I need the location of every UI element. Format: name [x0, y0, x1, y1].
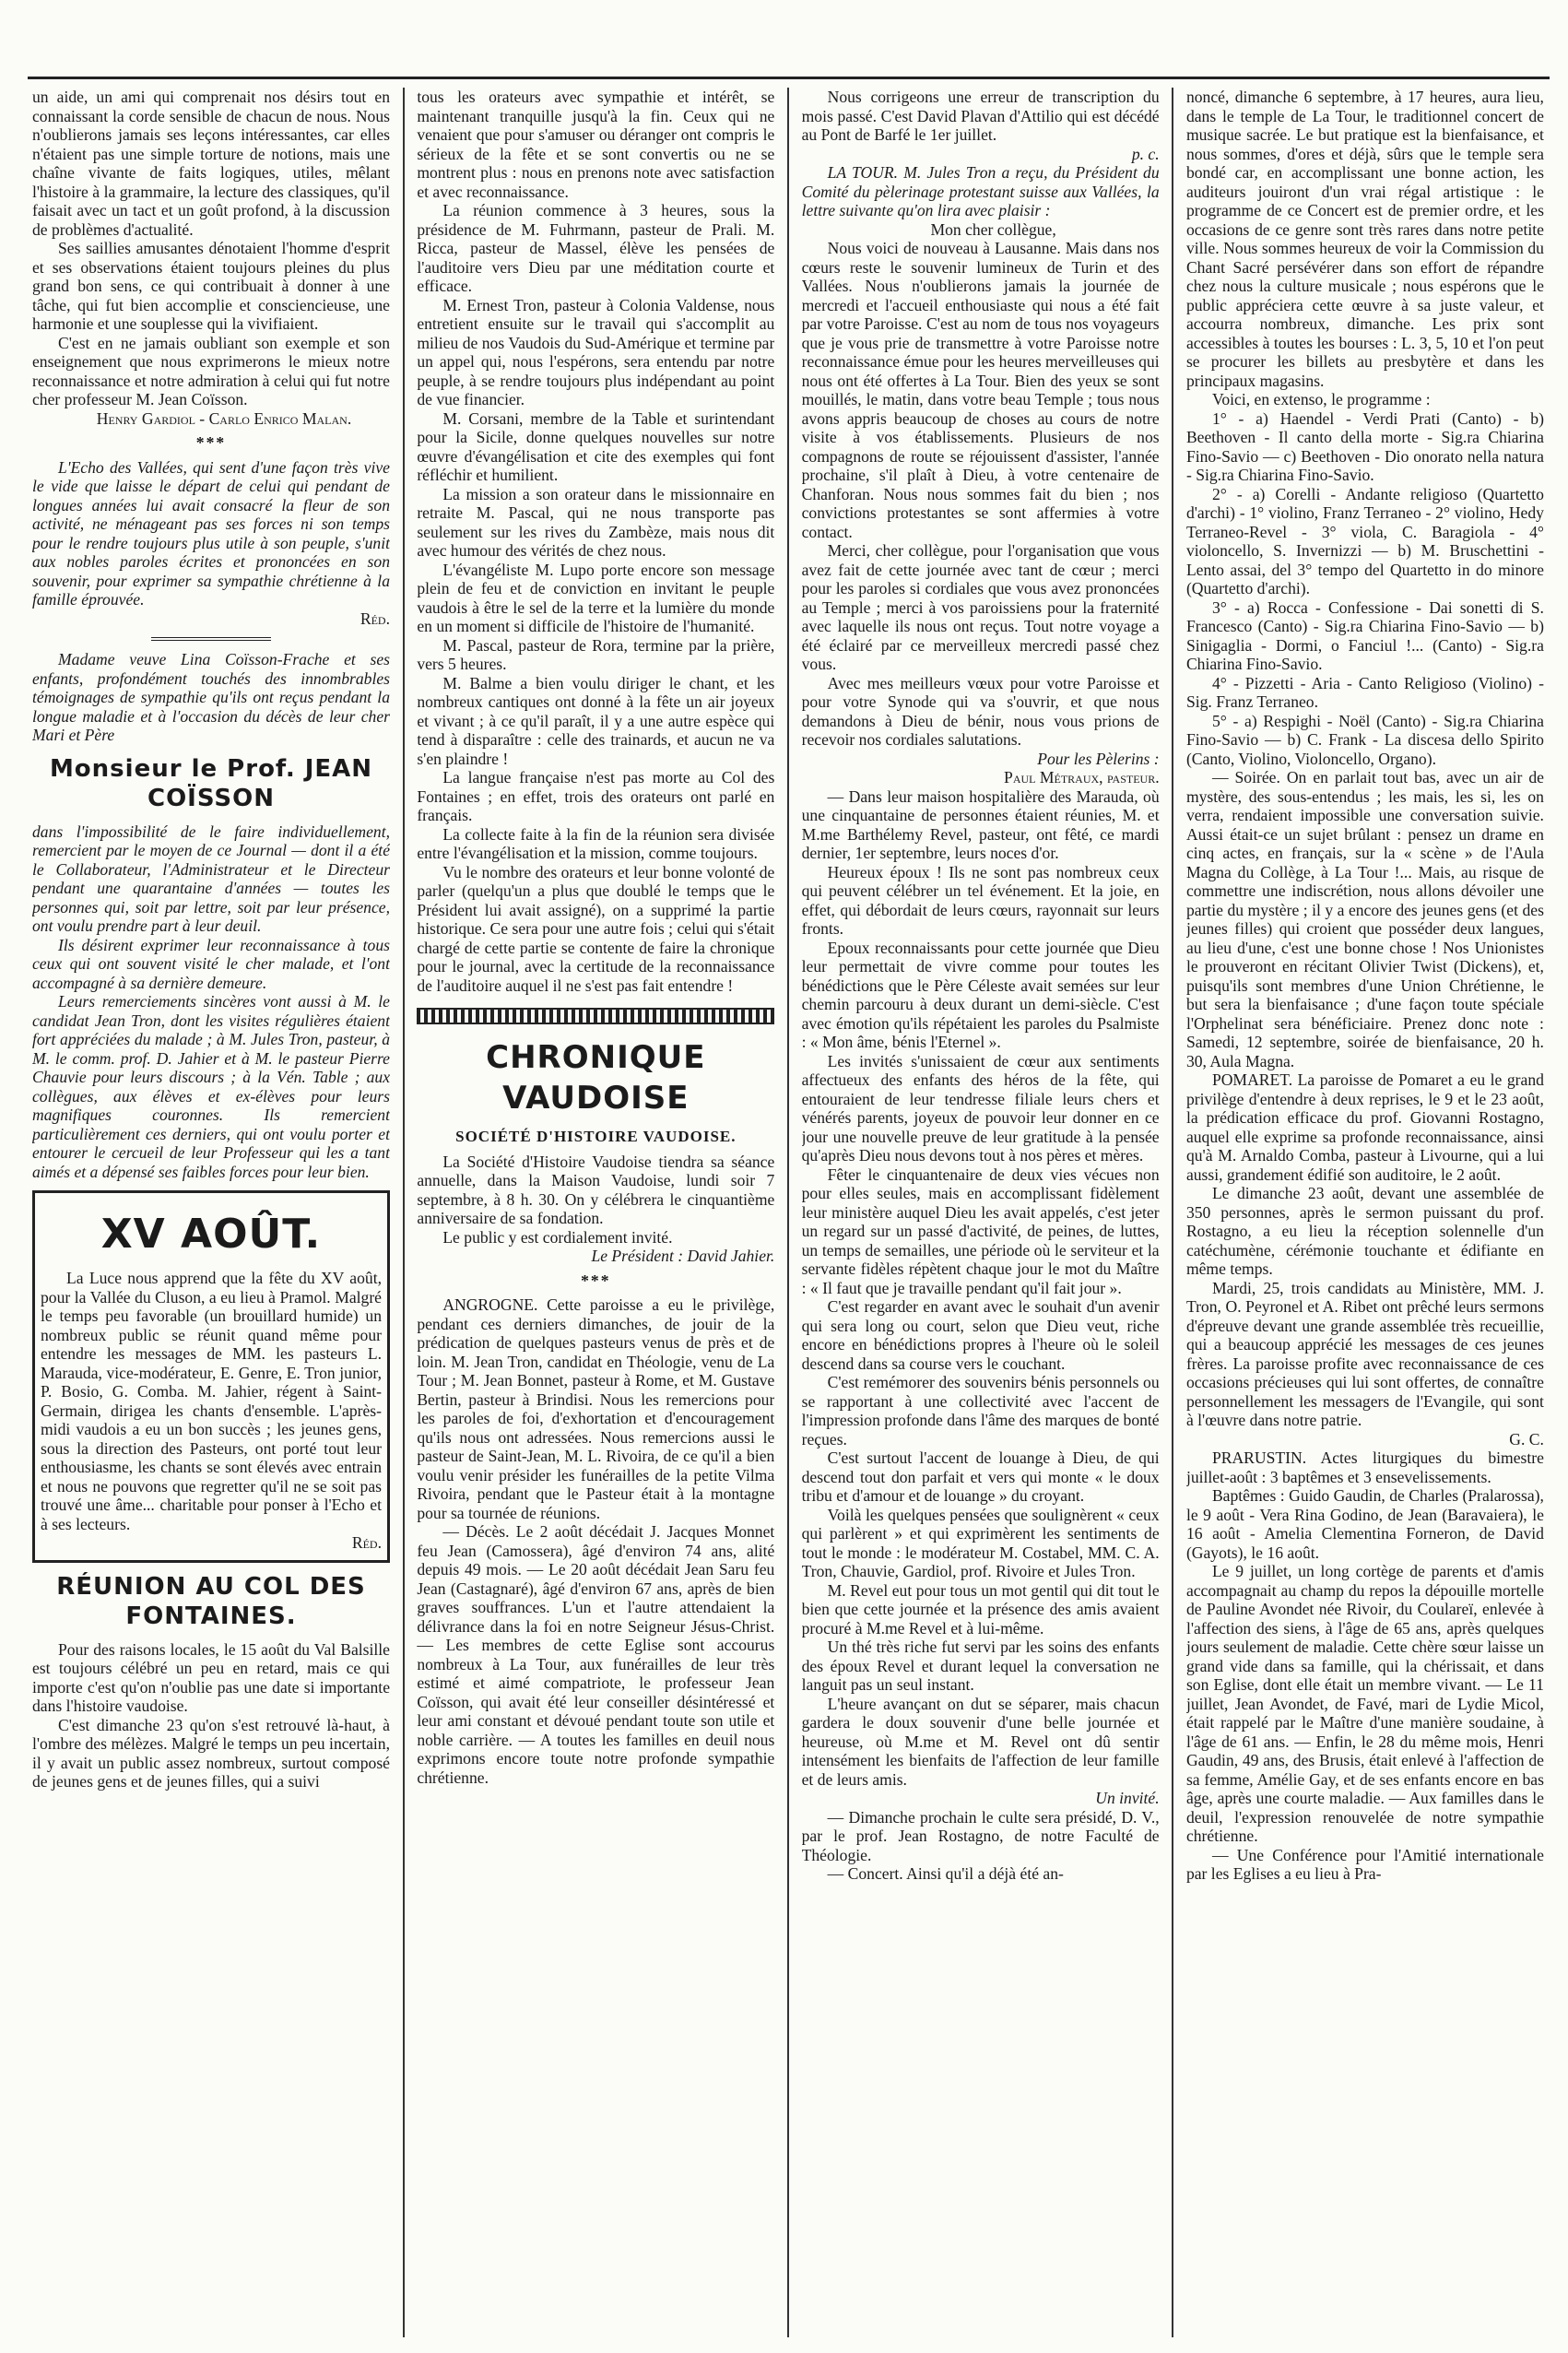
- separator-stars: ***: [195, 433, 227, 452]
- paragraph: 1° - a) Haendel - Verdi Prati (Canto) - b) Beethoven - Il canto della morte - Sig.ra Chiarina Fino-Savio — c) Beethoven - Dio onorato nella natura - Sig.ra Chiarina Fino-Savio.: [1185, 408, 1544, 484]
- paragraph: L'Echo des Vallées, qui sent d'une façon très vive le vide que laisse le départ de celui qui pendant de longues années lui avait consacré la fleur de son activité, ne ménageant pas ses forces ni son temps pour le rendre toujours plus utile à son peuple, s'unit aux nobles paroles écrites et prononcées en son souvenir, pour exprimer sa sympathie chrétienne à la famille éprouvée.: [32, 457, 390, 609]
- paragraph: — Dans leur maison hospitalière des Marauda, où une cinquantaine de personnes étaient réunies, M. et M.me Barthélemy Revel, pasteur, ont fêté, ce mardi dernier, 1er septembre, leurs noces d'or.: [801, 786, 1160, 862]
- paragraph: Nous corrigeons une erreur de transcription du mois passé. C'est David Plavan d'Attilio qui est décédé au Pont de Barfé le 1er juillet.: [801, 88, 1160, 144]
- paragraph: Le dimanche 23 août, devant une assemblée de 350 personnes, après le sermon puissant du prof. Rostagno, a eu lieu la réception solennelle d'un catéchumène, cérémonie touchante et édifiante en même temps.: [1185, 1184, 1544, 1278]
- paragraph: Avec mes meilleurs vœux pour votre Paroisse et pour votre Synode qui va s'ouvrir, et que nous demandons à Dieu de bénir, nous vous prions de recevoir nos cordiales salutations.: [801, 673, 1160, 749]
- column-separator: [787, 88, 789, 2337]
- paragraph: M. Corsani, membre de la Table et surintendant pour la Sicile, donne quelques nouvelles sur notre œuvre d'évangélisation et cite des exemples qui font réfléchir et humilient.: [417, 408, 775, 484]
- column-3: [802, 88, 1160, 2337]
- paragraph: Voici, en extenso, le programme :: [1211, 390, 1431, 408]
- paragraph: noncé, dimanche 6 septembre, à 17 heures, aura lieu, dans le temple de La Tour, le traditionnel concert de musique sacrée. Le but pratique est la bienfaisance, et nous sommes, d'ores et déjà, sûrs que le temple sera bondé car, en accomplissant une bonne action, les auditeurs jouiront d'un vrai régal artistique : le programme de ce Concert est de premier ordre, et les occasions de ce genre sont très rares dans notre petite ville. Nous sommes heureux de voir la Commission du Chant Sacré persévérer dans son effort de répandre chez nous la culture musicale ; nous espérons que le public appréciera cette œuvre à sa juste valeur, et accourra nombreux, dimanche. Les prix sont accessibles à toutes les bourses : L. 3, 5, 10 et l'on peut se procurer les billets au presbytère et dans les principaux magasins.: [1185, 88, 1544, 390]
- paragraph: tous les orateurs avec sympathie et intérêt, se maintenant tranquille jusqu'à la fin. Ceux qui ne venaient que pour s'amuser ou déranger ont compris le sérieux de la fête et se sont convertis ou ne se montrent plus : nous en prenons note avec satisfaction et avec reconnaissance.: [417, 88, 775, 201]
- paragraph: PRARUSTIN. Actes liturgiques du bimestre juillet-août : 3 baptêmes et 3 ensevelissements.: [1185, 1448, 1544, 1486]
- paragraph: Pour des raisons locales, le 15 août du Val Balsille est toujours célébré un peu en retard, mais ce qui importe c'est qu'on n'oublie pas une date si importante dans l'histoire vaudoise.: [32, 1639, 390, 1715]
- paragraph: Un thé très riche fut servi par les soins des enfants des époux Revel et durant lequel la conversation ne languit pas un seul instant.: [801, 1638, 1160, 1694]
- paragraph: — Soirée. On en parlait tout bas, avec un air de mystère, des sous-entendus ; les mais, les si, les on verra, rendaient impossible une conversation suivie. Aussi était-ce un sujet brûlant : pensez un drame en cinq actes, en français, sur la « scène » de l'Aula Magna du Collège, à La Tour !... Mais, au risque de commettre une indiscrétion, nous allons dévoiler une partie du mystère ; il y a encore des jeunes gens (et des jeunes filles) qui croient que posséder deux langues, au lieu d'une, c'est une bonne chose ! Nos Unionistes le prouveront en récitant Olivier Twist (Dickens), et, puisqu'ils sont membres d'une Union Chrétienne, le but sera la bienfaisance ; d'une façon toute spéciale l'Orphelinat sera bénéficiaire. Prenez donc note : Samedi, 12 septembre, soirée de bienfaisance, 20 h. 30, Aula Magna.: [1185, 768, 1544, 1070]
- paragraph: Le public y est cordialement invité.: [442, 1227, 673, 1247]
- column-4: [1186, 88, 1544, 2337]
- paragraph: Le 9 juillet, un long cortège de parents et d'amis accompagnait au champ du repos la dépouille mortelle de Pauline Avondet née Rivoir, du Coulareï, enlevée à l'affection des siens, à l'âge de 65 ans, après quelques jours seulement de maladie. Cette chère sœur laisse un grand vide dans sa famille, qui la chérissait, et dans son Eglise, dont elle était un membre vivant. — Le 11 juillet, Jean Avondet, de Favé, mari de Lydie Micol, était rappelé par le Maître d'une manière soudaine, à l'âge de 61 ans. — Enfin, le 28 du même mois, Henri Gaudin, 49 ans, des Brusis, était enlevé à l'affection de sa femme, Amélie Gay, et de ses enfants encore en bas âge, après une courte maladie. — Aux familles dans le deuil, l'expression renouvelée de notre sympathie chrétienne.: [1185, 1562, 1544, 1845]
- paragraph: Nous voici de nouveau à Lausanne. Mais dans nos cœurs reste le souvenir lumineux de Turin et des Vallées. Nous n'oublierons jamais la journée de mercredi et l'accueil enthousiaste qui nous a été fait par votre Paroisse. C'est au nom de tous nos voyageurs que je vous prie de transmettre à votre Paroisse notre reconnaissance émue pour les heures merveilleuses qui nous ont été offertes à La Tour. Bien des yeux se sont mouillés, le matin, dans votre beau Temple ; tous nous avons appris beaucoup de choses au cours de notre visite à vos établissements. Plusieurs de nos compagnons de route se réjouissent d'assister, l'année prochaine, s'il plaît à Dieu, à votre centenaire de Chanforan. Nous nous sommes fait du bien ; nos convictions protestantes se sont affermies à votre contact.: [801, 239, 1160, 541]
- paragraph: M. Balme a bien voulu diriger le chant, et les nombreux cantiques ont donné à la fête un air joyeux et vivant ; à ce qu'il paraît, il y a une autre espèce qui tend à disparaître : celle des trainards, et aucun ne va s'en plaindre !: [417, 673, 775, 768]
- paragraph: Epoux reconnaissants pour cette journée que Dieu leur permettait de vivre comme pour toutes les bénédictions que le Père Céleste avait semées sur leur chemin parcouru à deux durant un demi-siècle. C'est avec émotion qu'ils répétaient les paroles du Psalmiste : « Mon âme, bénis l'Eternel ».: [801, 938, 1160, 1051]
- paragraph: La langue française n'est pas morte au Col des Fontaines ; en effet, trois des orateurs ont parlé en français.: [417, 768, 775, 824]
- ornament-border: [417, 1008, 774, 1024]
- paragraph: 3° - a) Rocca - Confessione - Dai sonetti di S. Francesco (Canto) - Sig.ra Chiarina Fino-Savio — b) Sinigaglia - Dormi, o Fanciul !... (Canto) - Sig.ra Chiarina Fino-Savio.: [1185, 597, 1544, 673]
- signature: G. C.: [1509, 1429, 1544, 1448]
- paragraph: — Décès. Le 2 août décédait J. Jacques Monnet feu Jean (Camossera), âgé d'environ 74 ans, alité depuis 49 mois. — Le 20 août décédait Jean Saru feu Jean (Castagnaré), âgé d'environ 67 ans, après de bien graves souffrances. L'un et l'autre attendaient la délivrance dans la foi en notre Seigneur Jésus-Christ. — Les membres de cette Eglise sont accourus nombreux à La Tour, aux funérailles de leur très estimé et aimé compatriote, le professeur Jean Coïsson, qui avait été leur conseiller désintéressé et leur ami constant et dévoué pendant toute son utile et noble carrière. — A toutes les familles en deuil nous exprimons encore toute notre profonde sympathie chrétienne.: [417, 1522, 775, 1787]
- top-rule: [28, 77, 1550, 79]
- signature: Réd.: [351, 1533, 382, 1552]
- column-separator: [403, 88, 405, 2337]
- paragraph: Heureux époux ! Ils ne sont pas nombreux ceux qui peuvent célébrer un tel événement. Et la joie, en effet, qui débordait de leurs cœurs, rayonnait sur leurs fronts.: [801, 862, 1160, 938]
- paragraph: La Société d'Histoire Vaudoise tiendra sa séance annuelle, dans la Maison Vaudoise, lundi soir 7 septembre, à 8 h. 30. On y célébrera le cinquantième anniversaire de sa fondation.: [417, 1152, 775, 1227]
- paragraph: La Luce nous apprend que la fête du XV août, pour la Vallée du Cluson, a eu lieu à Pramol. Malgré le temps peu favorable (un brouillard humide) un nombreux public se réunit quand même pour entendre les messages de MM. les pasteurs L. Marauda, vice-modérateur, E. Genre, E. Tron junior, P. Bosio, G. Comba. M. Jahier, régent à Saint-Germain, dirigea les chants d'ensemble. L'après-midi vaudois a eu un bon succès ; les jeunes gens, sous la direction des Pasteurs, ont porté tout leur enthousiasme, les chants se sont élevés avec entrain et nous ne pouvons que regretter qu'il ne se soit pas trouvé une âme... charitable pour ponser à l'Echo et à ses lecteurs.: [41, 1269, 382, 1533]
- paragraph: Voilà les quelques pensées que soulignèrent « ceux qui parlèrent » et qui exprimèrent les sentiments de tout le monde : le modérateur M. Costabel, MM. C. A. Tron, Chauvie, Gardiol, prof. Rivoire et Jules Tron.: [801, 1505, 1160, 1580]
- paragraph: 2° - a) Corelli - Andante religioso (Quartetto d'archi) - 1° violino, Franz Terraneo - 2° violino, Hedy Terraneo-Revel - 3° viola, C. Baragiola - 4° violoncello, S. Invernizzi — b) M. Bruschettini - Lento assai, del 3° tempo del Quartetto in do minore (Quartetto d'archi).: [1185, 484, 1544, 597]
- heading-coisson: Monsieur le Prof. JEAN COÏSSON: [49, 754, 373, 812]
- paragraph: 5° - a) Respighi - Noël (Canto) - Sig.ra Chiarina Fino-Savio — b) C. Frank - La discesa dello Spirito (Canto, Violino, Violoncello, Organo).: [1185, 711, 1544, 768]
- heading-chronique: CHRONIQUE VAUDOISE: [486, 1039, 706, 1117]
- paragraph: POMARET. La paroisse de Pomaret a eu le grand privilège d'entendre à deux reprises, le 9 et le 23 août, la prédication efficace du prof. Giovanni Rostagno, auquel elle exprime sa profonde reconnaissance, ainsi qu'à M. Arnaldo Comba, pasteur à Livourne, qui a lui aussi, grandement édifié son auditoire, le 2 août.: [1185, 1070, 1544, 1184]
- box-xv-aout: [32, 1190, 390, 1563]
- paragraph: L'évangéliste M. Lupo porte encore son message plein de feu et de conviction en invitant le peuple vaudois à être le sel de la terre et la lumière du monde en un moment si difficile de l'histoire de l'humanité.: [417, 560, 775, 635]
- signature: p. c.: [1131, 144, 1160, 163]
- signature: Pour les Pèlerins :: [1037, 749, 1160, 768]
- paragraph: LA TOUR. M. Jules Tron a reçu, du Président du Comité du pèlerinage protestant suisse aux Vallées, la lettre suivante qu'on lira avec plaisir :: [801, 163, 1160, 219]
- paragraph: — Dimanche prochain le culte sera présidé, D. V., par le prof. Jean Rostagno, de notre Faculté de Théologie.: [801, 1807, 1160, 1864]
- paragraph: — Concert. Ainsi qu'il a déjà été an-: [827, 1864, 1064, 1883]
- separator-stars: ***: [581, 1271, 611, 1290]
- paragraph: Leurs remerciements sincères vont aussi à M. le candidat Jean Tron, dont les visites régulières étaient fort appréciées du malade ; à M. Jules Tron, pasteur, à M. le comm. prof. D. Jahier et à M. le pasteur Pierre Chauvie pour leurs discours ; à la Vén. Table ; aux collègues, aux élèves et ex-élèves pour leurs magnifiques couronnes. Ils remercient particulièrement ces derniers, qui ont voulu porter et entourer le cercueil de leur Professeur qui les a tant aimés et a dépensé ses faibles forces pour leur bien.: [32, 992, 390, 1181]
- paragraph: ANGROGNE. Cette paroisse a eu le privilège, pendant ces derniers dimanches, de jouir de la prédication de quelques pasteurs venus de près et de loin. M. Jean Tron, candidat en Théologie, venu de La Tour ; M. Jean Bonnet, pasteur à Rome, et M. Gustave Bertin, pasteur à Brindisi. Nous les remercions pour les paroles de foi, d'exhortation et d'encouragement qu'ils nous ont adressées. Nous remercions aussi le pasteur de Saint-Jean, M. L. Rivoira, de ce qu'il a bien voulu venir présider les funérailles de la petite Vilma Rivoira, pendant que le Pasteur était à la montagne pour sa tournée de réunions.: [417, 1295, 775, 1522]
- paragraph: Madame veuve Lina Coïsson-Frache et ses enfants, profondément touchés des innombrables témoignages de sympathie qu'ils ont reçus pendant la longue maladie et à l'occasion du décès de leur cher Mari et Père: [32, 650, 390, 744]
- paragraph: M. Revel eut pour tous un mot gentil qui dit tout le bien que cette journée et la présence des amis avaient procuré à M.me Revel et à lui-même.: [801, 1580, 1160, 1638]
- heading-xv-aout: XV AOÛT.: [100, 1211, 322, 1258]
- paragraph: M. Pascal, pasteur de Rora, termine par la prière, vers 5 heures.: [417, 635, 775, 673]
- paragraph: Mon cher collègue,: [930, 219, 1056, 239]
- paragraph: — Une Conférence pour l'Amitié internationale par les Eglises a eu lieu à Pra-: [1185, 1845, 1544, 1883]
- paragraph: Baptêmes : Guido Gaudin, de Charles (Pralarossa), le 9 août - Vera Rina Godino, de Jean (Baravaiera), le 16 août - Amelia Clementina Forneron, de David (Gayots), le 16 août.: [1185, 1486, 1544, 1562]
- signature: Réd.: [360, 609, 390, 628]
- paragraph: un aide, un ami qui comprenait nos désirs tout en connaissant la corde sensible de chacun de nous. Nous n'oublierons jamais ses leçons intéressantes, car elles n'étaient pas une simple torture de notions, mais une chaîne vivante de faits logiques, utiles, mêlant l'histoire à la grammaire, la lecture des classiques, qu'il faisait avec un tact et un goût profond, à la discussion de problèmes d'actualité.: [32, 88, 390, 239]
- paragraph: La collecte faite à la fin de la réunion sera divisée entre l'évangélisation et la mission, comme toujours.: [417, 824, 775, 862]
- newspaper-page: [32, 88, 1544, 2337]
- paragraph: M. Ernest Tron, pasteur à Colonia Valdense, nous entretient ensuite sur le travail qui s'accomplit au milieu de nos Vaudois du Sud-Amérique et termine par un appel qui, nous l'espérons, sera entendu par notre peuple, à se rendre toujours plus indépendant au point de vue financier.: [417, 295, 775, 408]
- paragraph: Les invités s'unissaient de cœur aux sentiments affectueux des enfants des héros de la fête, qui entouraient de leur tendresse filiale leurs chers et vénérés parents, joyeux de pouvoir leur donner en ce jour une nouvelle preuve de leur gratitude à la pensée qu'après Dieu nous devons tout à nos pères et mères.: [801, 1051, 1160, 1165]
- heading-reunion: RÉUNION AU COL DES FONTAINES.: [56, 1572, 366, 1630]
- paragraph: Fêter le cinquantenaire de deux vies vécues non pour elles seules, mais en accomplissant fidèlement leur ministère auquel Dieu les avait appelés, c'est jeter un regard sur un passé d'activité, de peines, de luttes, un temps de semailles, une période où le serviteur et la servante fidèles répètent chaque jour le mot du Maître : « Il faut que je travaille pendant qu'il fait jour ».: [801, 1165, 1160, 1297]
- column-separator: [1172, 88, 1173, 2337]
- column-1: [32, 88, 390, 2337]
- column-2: [417, 88, 774, 2337]
- paragraph: Vu le nombre des orateurs et leur bonne volonté de parler (quelqu'un a plus que doublé le temps que le Président lui avait assigné), on a supprimé la partie historique. Ce sera pour une autre fois ; celui qui s'était chargé de cette partie se contente de faire la chronique pour le journal, avec la certitude de la reconnaissance de l'auditoire auquel il ne s'est pas fait entendre !: [417, 862, 775, 995]
- paragraph: Mardi, 25, trois candidats au Ministère, MM. J. Tron, O. Peyronel et A. Ribet ont prêché leurs sermons d'épreuve devant une grande assemblée très recueillie, qui a beaucoup apprécié les messages de ces jeunes frères. La paroisse profite avec reconnaissance de ces occasions précieuses qui lui sont offertes, de connaître personnellement les messagers de l'Evangile, qui sont à l'œuvre dans notre patrie.: [1185, 1278, 1544, 1429]
- paragraph: 4° - Pizzetti - Aria - Canto Religioso (Violino) - Sig. Franz Terraneo.: [1185, 673, 1544, 711]
- paragraph: C'est dimanche 23 qu'on s'est retrouvé là-haut, à l'ombre des mélèzes. Malgré le temps un peu incertain, il y avait un public assez nombreux, surtout composé de jeunes gens et de jeunes filles, qui a suivi: [32, 1715, 390, 1791]
- paragraph: Merci, cher collègue, pour l'organisation que vous avez fait de cette journée avec tant de cœur ; merci pour les paroles si cordiales que vous avez prononcées au Temple ; merci à vos paroissiens pour la fraternité avec laquelle ils nous ont reçus. Tout notre voyage a été éclairé par ce merveilleux mercredi passé chez vous.: [801, 541, 1160, 673]
- paragraph: dans l'impossibilité de le faire individuellement, remercient par le moyen de ce Journal — dont il a été le Collaborateur, l'Administrateur et le Directeur pendant une quarantaine d'années — toutes les personnes qui, soit par lettre, soit par leur présence, ont voulu prendre part à leur deuil.: [32, 822, 390, 935]
- subheading-societe: SOCIÉTÉ D'HISTOIRE VAUDOISE.: [455, 1128, 737, 1145]
- paragraph: C'est remémorer des souvenirs bénis personnels ou se rapportant à une collectivité avec l'accent de l'impression profonde dans l'âme des marques de bonté reçues.: [801, 1373, 1160, 1448]
- paragraph: La réunion commence à 3 heures, sous la présidence de M. Fuhrmann, pasteur de Prali. M. Ricca, pasteur de Massel, élève les pensées de l'auditoire vers Dieu par une méditation courte et efficace.: [417, 201, 775, 295]
- signature: Un invité.: [1095, 1789, 1160, 1807]
- paragraph: Ils désirent exprimer leur reconnaissance à tous ceux qui ont souvent visité le cher malade, et l'ont accompagné à sa dernière demeure.: [32, 935, 390, 992]
- signature: Le Président : David Jahier.: [591, 1247, 775, 1265]
- paragraph: C'est en ne jamais oubliant son exemple et son enseignement que nous exprimerons le mieux notre reconnaissance et notre admiration à celui qui fut notre cher professeur M. Jean Coïsson.: [32, 333, 390, 408]
- paragraph: C'est surtout l'accent de louange à Dieu, de qui descend tout don parfait et vers qui monte « le doux tribu et d'amour et de louange » du croyant.: [801, 1448, 1160, 1505]
- paragraph: L'heure avançant on dut se séparer, mais chacun gardera le doux souvenir d'une belle journée et heureuse, où M.me et M. Revel ont dû sentir intensément les bienfaits de l'affection de leur famille et de leurs amis.: [801, 1694, 1160, 1789]
- paragraph: La mission a son orateur dans le missionnaire en retraite M. Pascal, qui ne nous transporte pas seulement sur les rives du Zambèze, mais nous dit avec humour des vérités de chez nous.: [417, 484, 775, 560]
- paragraph: C'est regarder en avant avec le souhait d'un avenir qui sera long ou court, selon que Dieu veut, riche encore en bénédictions propres à l'heure où le soleil descend dans sa course vers le couchant.: [801, 1297, 1160, 1373]
- separator-rule: [151, 637, 271, 641]
- paragraph: Ses saillies amusantes dénotaient l'homme d'esprit et ses observations étaient toujours pleines du plus grand bon sens, ce qui contribuait à donner à une tâche, qui fut bien accomplie et consciencieuse, une harmonie et une souplesse qui la vivifiaient.: [32, 239, 390, 333]
- signature: Paul Métraux, pasteur.: [1004, 768, 1160, 786]
- signature: Henry Gardiol - Carlo Enrico Malan.: [96, 408, 352, 428]
